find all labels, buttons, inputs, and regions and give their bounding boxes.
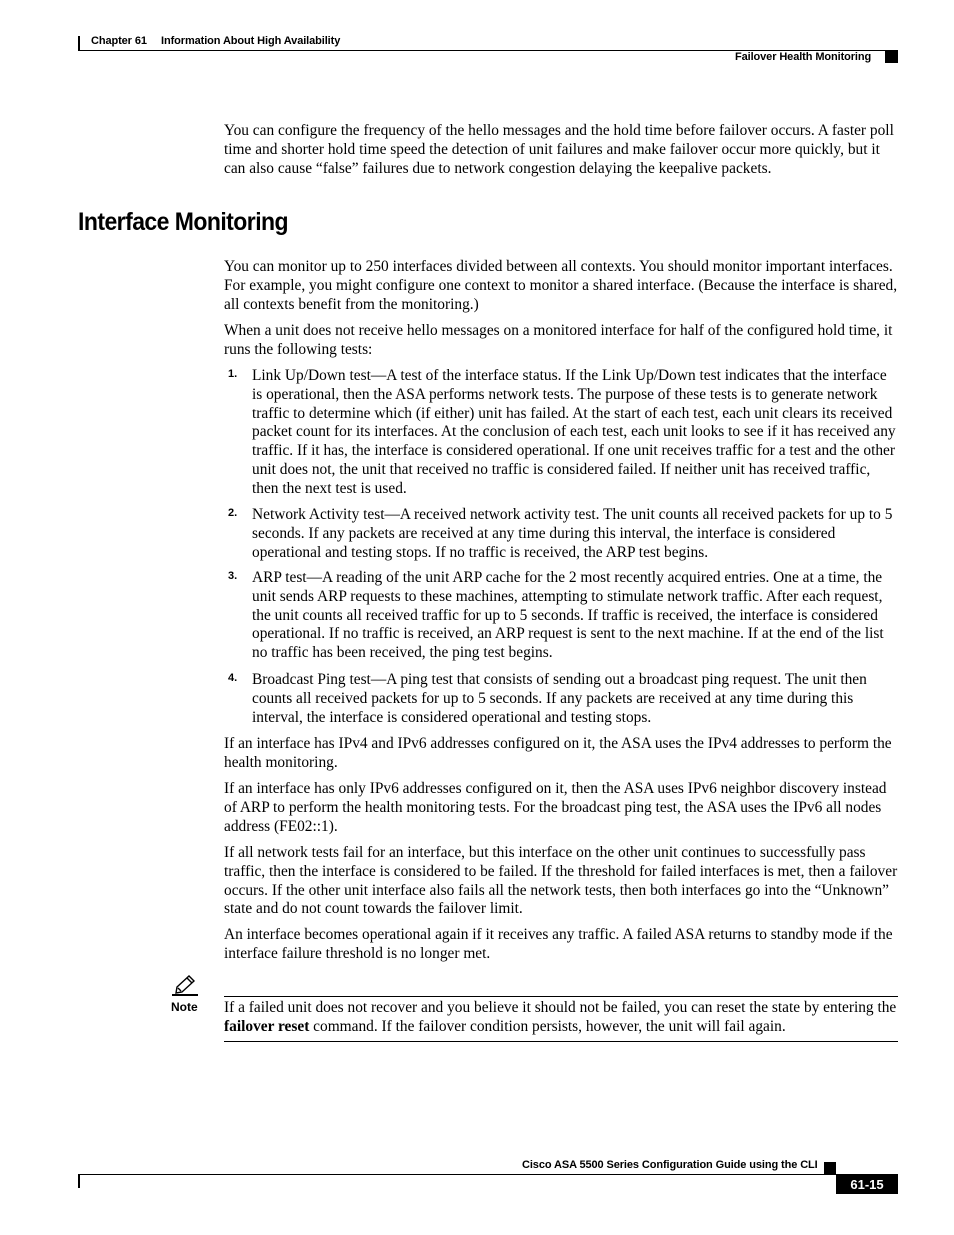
list-text: ARP test—A reading of the unit ARP cache for the 2 most recently acquired entries. One at a time, the unit sends ARP requests to these machines, attempting to stimulate network traffic. After each request, the unit counts all received traffic for up to 5 seconds. If traffic is received, the interface is considered operational. If no traffic is received, an ARP request is sent to the next machine. If at the end of the list no traffic has been received, the ping test begins. xyxy=(252,569,884,662)
note-text-after: command. If the failover condition persists, however, the unit will fail again. xyxy=(309,1017,786,1035)
list-number: 1. xyxy=(228,368,238,380)
paragraph-monitor-limit: You can monitor up to 250 interfaces divided between all contexts. You should monitor important interfaces. For example, you might configure one context to monitor a shared interface. (Because the interface is shared, all contexts benefit from the monitoring.) xyxy=(224,258,898,313)
paragraph-operational-again: An interface becomes operational again if it receives any traffic. A failed ASA returns to standby mode if the interface failure threshold is no longer met. xyxy=(224,926,893,962)
list-text: Link Up/Down test—A test of the interface status. If the Link Up/Down test indicates that the interface is operational, then the ASA performs network tests. The purpose of these tests is to generate network traffic to determine which (if either) unit has failed. At the start of each test, each unit clears its received packet count for its interfaces. At the conclusion of each test, each unit looks to see if it has received any traffic. If it has, the interface is considered operational. If one unit receives traffic for a test and the other unit does not, the unit that received no traffic is considered failed. If neither unit has received traffic, then the next test is used. xyxy=(252,367,896,497)
list-number: 4. xyxy=(228,672,238,684)
section-heading: Interface Monitoring xyxy=(78,208,289,236)
footer-rule xyxy=(78,1174,898,1175)
note-label: Note xyxy=(171,1000,198,1014)
footer-page-number: 61-15 xyxy=(836,1175,898,1194)
note-top-rule xyxy=(224,996,898,997)
intro-paragraph: You can configure the frequency of the hello messages and the hold time before failover occurs. A faster poll time and shorter hold time speed the detection of unit failures and make failover occur more quickly, but it can also cause “false” failures due to network congestion delaying the keepalive packets. xyxy=(224,122,894,177)
note-command: failover reset xyxy=(224,1017,310,1035)
footer-book-title: Cisco ASA 5500 Series Configuration Guide using the CLI xyxy=(522,1159,818,1171)
footer-square-marker xyxy=(824,1162,836,1174)
note-text-before: If a failed unit does not recover and you believe it should not be failed, you can reset the state by entering the xyxy=(224,999,897,1016)
paragraph-all-tests-fail: If all network tests fail for an interface, but this interface on the other unit continues to successfully pass traffic, then the interface is considered to be failed. If the threshold for failed interfaces is met, then a failover occurs. If the other unit interface also fails all the network tests, then both interfaces go into the “Unknown” state and do not count towards the failover limit. xyxy=(224,844,898,918)
paragraph-ipv4-ipv6: If an interface has IPv4 and IPv6 addresses configured on it, the ASA uses the IPv4 addresses to perform the health monitoring. xyxy=(224,735,892,771)
paragraph-hello-tests: When a unit does not receive hello messages on a monitored interface for half of the configured hold time, it runs the following tests: xyxy=(224,322,893,358)
note-text xyxy=(224,999,898,1037)
header-chapter-title: Information About High Availability xyxy=(161,35,341,47)
list-text: Network Activity test—A received network activity test. The unit counts all received packets for up to 5 seconds. If any packets are received at any time during this interval, the interface is considered operational and testing stops. If no traffic is received, the ARP test begins. xyxy=(252,506,893,561)
list-number: 3. xyxy=(228,570,238,582)
note-bottom-rule xyxy=(224,1041,898,1042)
note-pencil-icon xyxy=(172,973,198,997)
header-square-marker xyxy=(885,51,898,63)
header-left-bar xyxy=(78,36,80,51)
footer-left-bar xyxy=(78,1174,80,1188)
list-number: 2. xyxy=(228,507,238,519)
header-chapter: Chapter 61 xyxy=(91,35,147,47)
list-text: Broadcast Ping test—A ping test that consists of sending out a broadcast ping request. The unit then counts all received packets for up to 5 seconds. If any packets are received at any time during this interval, the interface is considered operational and testing stops. xyxy=(252,671,867,726)
paragraph-ipv6-only: If an interface has only IPv6 addresses configured on it, then the ASA uses IPv6 neighbor discovery instead of ARP to perform the health monitoring tests. For the broadcast ping test, the ASA uses the IPv6 all nodes address (FE02::1). xyxy=(224,780,887,835)
header-section: Failover Health Monitoring xyxy=(735,51,872,63)
